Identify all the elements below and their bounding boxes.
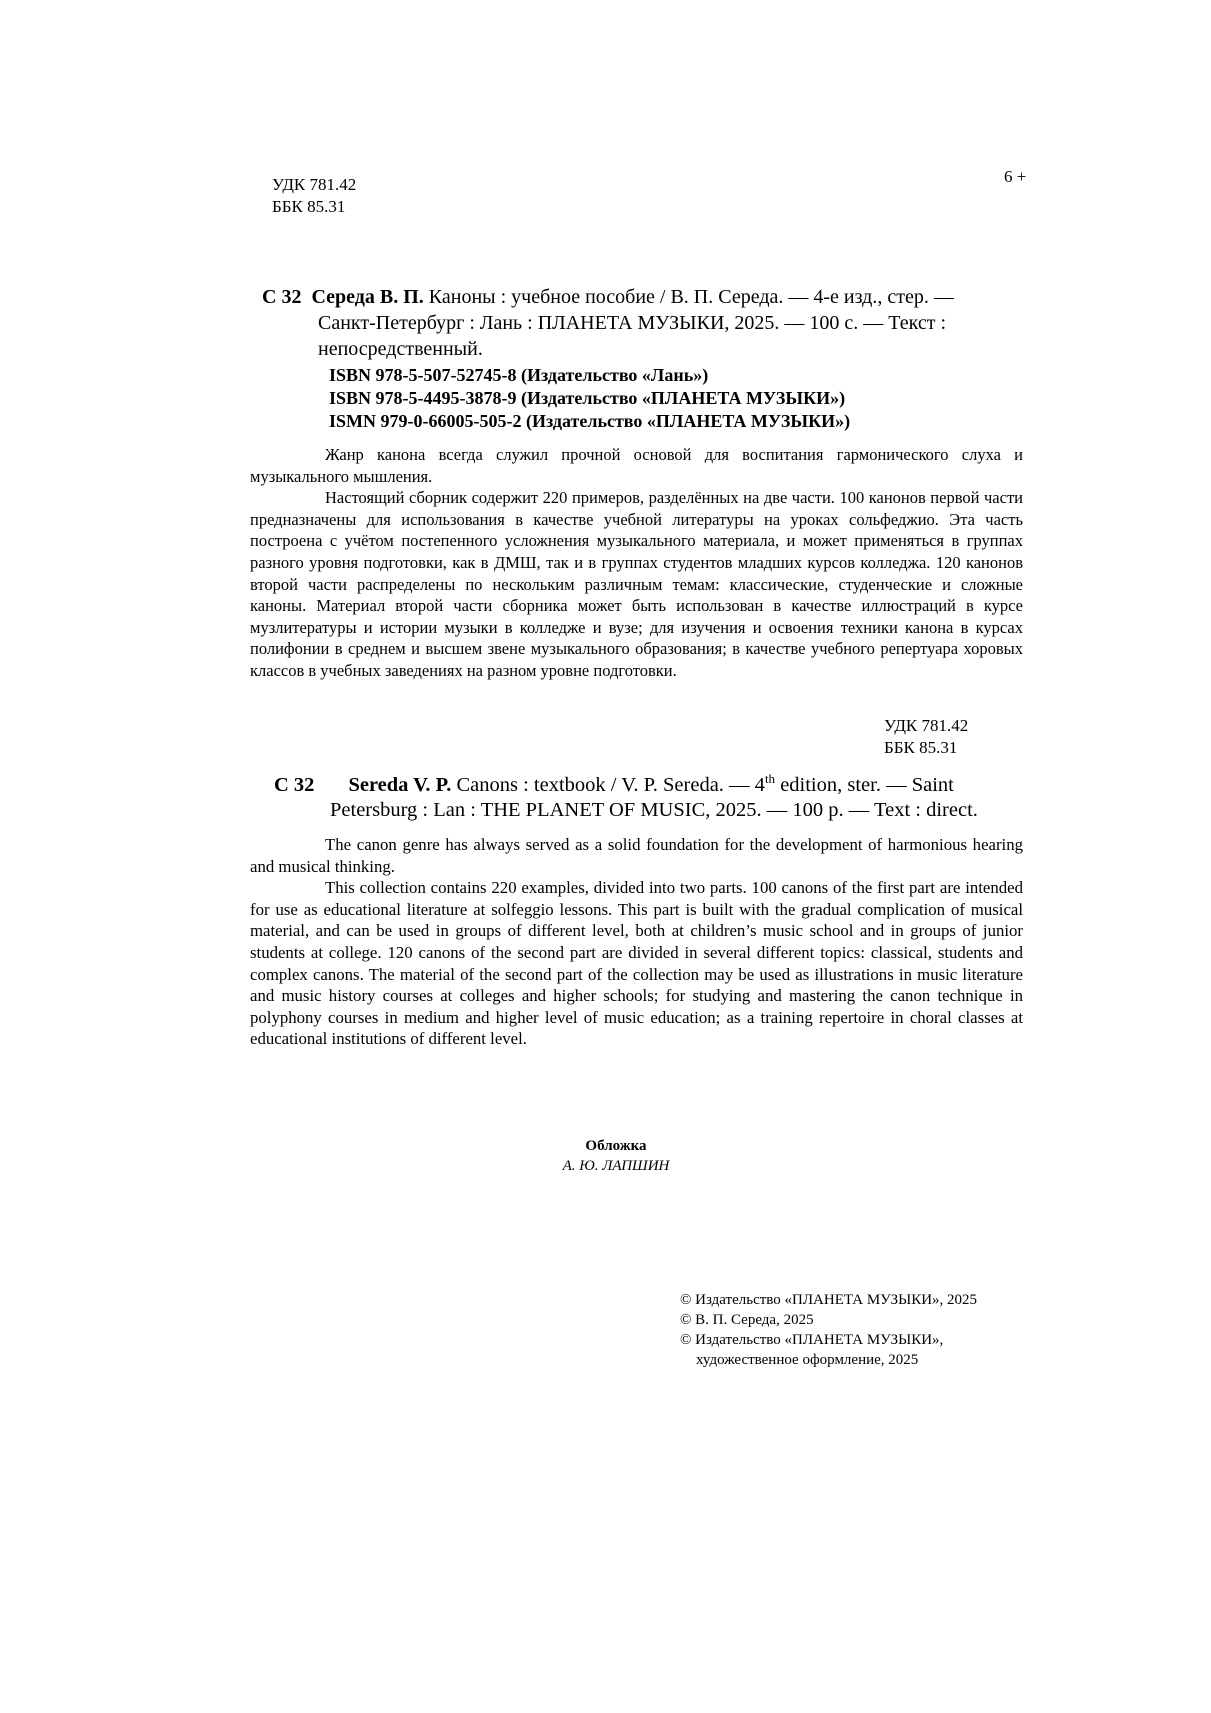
- age-rating: 6 +: [1004, 167, 1027, 186]
- en-entry-code: С 32: [274, 773, 315, 796]
- en-entry-title: Canons : textbook / V. P. Sereda. — 4: [456, 773, 765, 796]
- ru-entry-author: Середа В. П.: [311, 286, 424, 308]
- ru-entry-code: С 32: [262, 286, 302, 308]
- en-bibliographic-entry: [274, 766, 1034, 823]
- en-entry-line2: Petersburg : Lan : THE PLANET OF MUSIC, 2025. — 100 p. — Text : direct.: [330, 798, 978, 821]
- cover-credit: [536, 1136, 696, 1176]
- en-udk-code: УДК 781.42: [884, 716, 969, 735]
- ismn-planeta: ISMN 979-0-66005-505-2 (Издательство «ПЛАНЕТА МУЗЫКИ»): [329, 411, 851, 431]
- ru-entry-line3: непосредственный.: [318, 338, 483, 360]
- en-abstract: [250, 834, 1023, 1050]
- copyright-line-4: художественное оформление, 2025: [696, 1352, 919, 1368]
- copyright-line-1: © Издательство «ПЛАНЕТА МУЗЫКИ», 2025: [680, 1292, 978, 1308]
- isbn-block: [329, 364, 850, 433]
- cover-artist: А. Ю. ЛАПШИН: [562, 1158, 670, 1174]
- ru-entry-title: Каноны : учебное пособие / В. П. Середа. — 4-е изд., стер. —: [428, 286, 954, 308]
- copyright-line-3: © Издательство «ПЛАНЕТА МУЗЫКИ»,: [680, 1332, 944, 1348]
- en-entry-sup: th: [764, 771, 776, 786]
- top-codes: [272, 174, 356, 218]
- ru-abstract-p1: Жанр канона всегда служил прочной основой для воспитания гармонического слуха и музыкального мышления.: [250, 445, 1023, 486]
- isbn-lan: ISBN 978-5-507-52745-8 (Издательство «Лань»): [329, 365, 709, 385]
- en-entry-author: Sereda V. P.: [348, 773, 452, 796]
- en-bbk-code: ББК 85.31: [884, 738, 958, 757]
- en-abstract-p1: The canon genre has always served as a solid foundation for the development of harmonious hearing and musical thinking.: [250, 835, 1023, 876]
- en-abstract-p2: This collection contains 220 examples, divided into two parts. 100 canons of the first part are intended for use as educational literature at solfeggio lessons. This part is built with the gradual complication of musical material, and can be used in groups of different level, both at children’s music school and in groups of junior students at college. 120 canons of the second part are divided in several different topics: classical, students and complex canons. The material of the second part of the collection may be used as illustrations in music literature and music history courses at colleges and higher schools; for studying and mastering the canon technique in polyphony courses in medium and higher level of music education; as a training repertoire in choral classes at educational institutions of different level.: [250, 878, 1023, 1049]
- en-codes: [884, 715, 968, 759]
- ru-bibliographic-entry: [262, 284, 1022, 362]
- udk-code: УДК 781.42: [272, 175, 357, 194]
- copyright-line-2: © В. П. Середа, 2025: [680, 1312, 814, 1328]
- ru-abstract-p2: Настоящий сборник содержит 220 примеров, разделённых на две части. 100 канонов первой части предназначены для использования в качестве учебной литературы на уроках сольфеджио. Эта часть построена с учётом постепенного усложнения музыкального материала, и может применяться в группах разного уровня подготовки, как в ДМШ, так и в группах студентов младших курсов колледжа. 120 канонов второй части распределены по нескольким различным темам: классические, студенческие и сложные каноны. Материал второй части сборника может быть использован в качестве иллюстраций в курсе музлитературы и истории музыки в колледже и вузе; для изучения и освоения техники канона в курсах полифонии в среднем и высшем звене музыкального образования; в качестве учебного репертуара хоровых классов в учебных заведениях на разном уровне подготовки.: [250, 488, 1023, 680]
- isbn-planeta: ISBN 978-5-4495-3878-9 (Издательство «ПЛАНЕТА МУЗЫКИ»): [329, 388, 846, 408]
- cover-label: Обложка: [585, 1138, 647, 1154]
- bbk-code: ББК 85.31: [272, 197, 346, 216]
- ru-abstract: [250, 444, 1023, 682]
- copyright-block: [680, 1290, 977, 1370]
- ru-entry-line2: Санкт-Петербург : Лань : ПЛАНЕТА МУЗЫКИ, 2025. — 100 с. — Текст :: [318, 312, 947, 334]
- en-entry-title-rest: edition, ster. — Saint: [775, 773, 954, 796]
